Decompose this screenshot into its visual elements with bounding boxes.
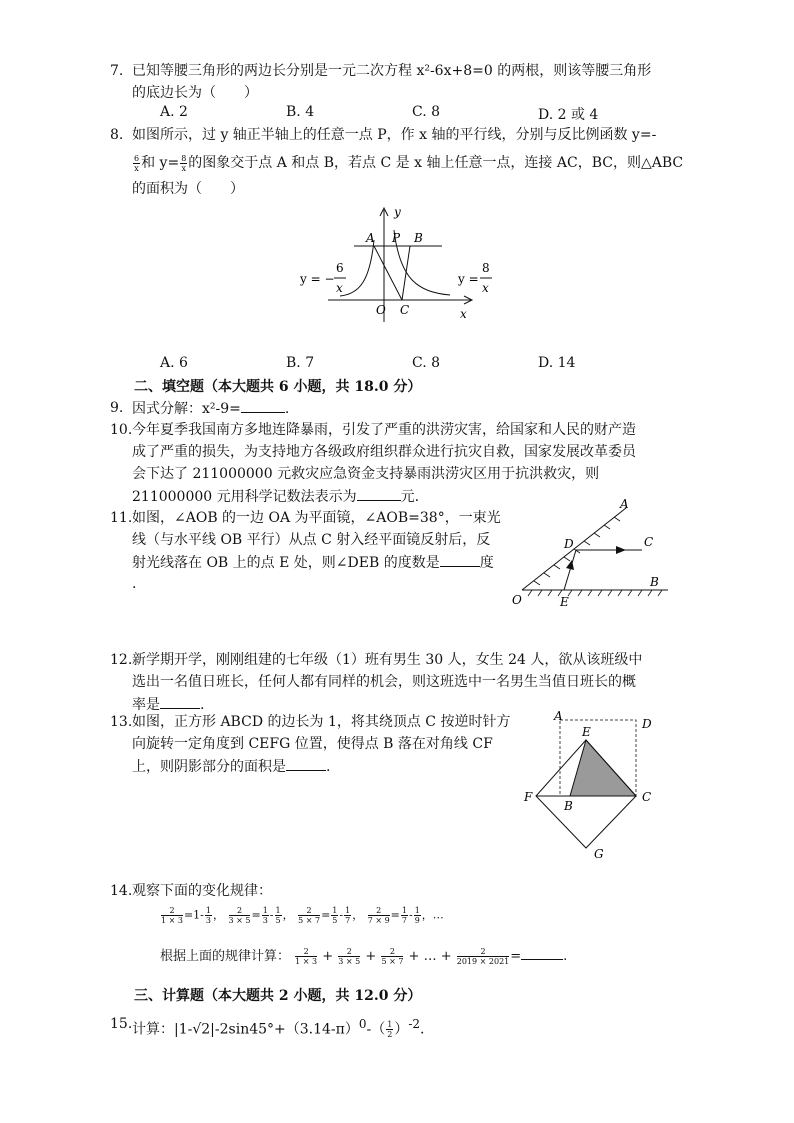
question-number: 10. [110,422,133,438]
question-14 [110,880,672,902]
label-x: x [460,307,467,321]
label-y: y [394,205,401,219]
label-c: C [644,535,654,549]
question-text: 射光线落在 OB 上的点 E 处，则∠DEB 的度数是 [132,555,440,571]
question-11: 11. 如图，∠AOB 的一边 OA 为平面镜，∠AOB=38°，一束光 线（与水平线 OB 平行）从点 C 射入经平面镜反射后，反 射光线落在 OB 上的点 E 处，则∠DEB 的度数是 度 . [132,507,492,595]
question-10: 10. 今年夏季我国南方多地连降暴雨，引发了严重的洪涝灾害，给国家和人民的财产造 成了严重的损失，为支持地方各级政府组织群众进行抗灾自救，国家发展改革委员 会下达了 211000000 元救灾应急资金支持暴雨洪涝灾区用于抗洪救灾，则 211000000 元用科学记数法表示为 元. [132,419,672,507]
right-equation-prefix: y = [458,272,479,286]
question-text-line: 如图所示，过 y 轴正半轴上的任意一点 P，作 x 轴的平行线，分别与反比例函数 y=- [132,127,657,143]
question-text-line: 选出一名值日班长，任何人都有同样的机会，则这班选中一名男生当值日班长的概 [132,674,636,690]
square-rotation-figure [520,706,670,864]
label-o: O [512,593,522,607]
option-b[interactable]: B. 4 [286,104,315,120]
section-heading: 二、填空题（本大题共 6 小题，共 18.0 分） [134,379,422,395]
fraction: $\frac{6}{x}$ [134,153,140,173]
answer-blank[interactable] [286,755,326,771]
answer-blank[interactable] [241,397,285,413]
question-text-line: 会下达了 211000000 元救灾应急资金支持暴雨洪涝灾区用于抗洪救灾，则 [132,466,600,482]
question-text-line: 今年夏季我国南方多地连降暴雨，引发了严重的洪涝灾害，给国家和人民的财产造 [132,422,636,438]
question-text-line: $\frac{6}{x}$ 和 y= $\frac{8}{x}$ 的图象交于点 A 和点 B，若点 C 是 x 轴上任意一点，连接 AC，BC，则△ABC [134,153,684,173]
question-text-line: 如图，正方形 ABCD 的边长为 1，将其绕顶点 C 按逆时针方 [132,714,511,730]
label-d: D [564,537,574,551]
question-text: 211000000 元用科学记数法表示为 [132,489,357,505]
question-number: 7. [110,63,124,79]
label-o: O [376,303,386,317]
label-p: P [392,231,401,245]
left-hyperbola-branch [340,240,374,296]
shaded-region [570,740,636,796]
q8-options [160,355,680,371]
answer-blank[interactable] [357,485,401,501]
question-number: 14. [110,883,133,899]
question-text-line: 已知等腰三角形的两边长分别是一元二次方程 x²-6x+8=0 的两根，则该等腰三角形 [132,63,652,79]
question-text-line: 线（与水平线 OB 平行）从点 C 射入经平面镜反射后，反 [132,532,491,548]
question-9: 9. 因式分解：x²-9= . [132,397,672,419]
left-equation-numerator: 6 [336,261,344,275]
fraction: $\frac{8}{x}$ [181,153,187,173]
question-number: 11. [110,510,133,526]
question-text: 根据上面的规律计算： [160,949,291,964]
question-text-line: 的面积为（ ） [132,181,244,197]
label-a: A [554,709,563,723]
question-number: 13. [110,714,133,730]
section-heading: 三、计算题（本大题共 2 小题，共 12.0 分） [134,988,422,1004]
label-c: C [642,790,652,804]
oa-hatching [534,517,620,585]
label-e: E [560,595,569,609]
question-text: 计算：|1-√2|-2sin45°+（3.14-π） [132,1021,359,1038]
label-b: B [650,575,659,589]
label-e: E [582,725,591,739]
label-d: D [642,717,652,731]
question-number: 8. [110,127,124,143]
question-number: 15. [110,1016,133,1032]
question-text-line: 如图，∠AOB 的一边 OA 为平面镜，∠AOB=38°，一束光 [132,510,501,526]
mirror-figure [508,496,678,614]
segment-ac [374,246,402,300]
left-equation-denominator: x [336,281,343,295]
pattern-line: $\frac{2}{1 \times 3}$ =1- $\frac{1}{3}$ ， $\frac{2}{3 \times 5}$ = $\frac{1}{3}$ - $\frac{1}{5}$ ， $\frac{2}{5 \times 7}$ = $\frac{1}{5}$ - $\frac{1}{7}$ ， $\frac{2}{7 \times 9}$ = $\frac{1}{7}$ - $\frac{1}{9}$ ，… [161,906,444,925]
question-text-line: 向旋转一定角度到 CEFG 位置，使得点 B 落在对角线 CF [132,736,493,752]
label-c: C [400,303,410,317]
question-text: 因式分解：x²-9= [132,401,241,417]
label-a: A [366,231,375,245]
question-text-line: 成了严重的损失，为支持地方各级政府组织群众进行抗灾自救，国家发展改革委员 [132,444,636,460]
option-c[interactable]: C. 8 [412,104,441,120]
question-12: 12. 新学期开学，刚刚组建的七年级（1）班有男生 30 人，女生 24 人，欲从该班级中 选出一名值日班长，任何人都有同样的机会，则这班选中一名男生当值日班长的概 率是 . [132,649,672,715]
ray-arrow [616,546,626,554]
question-13: 13. 如图，正方形 ABCD 的边长为 1，将其绕顶点 C 按逆时针方 向旋转一定角度到 CEFG 位置，使得点 B 落在对角线 CF 上，则阴影部分的面积是 . [132,711,502,777]
option-d[interactable]: D. 2 或 4 [538,107,599,123]
segment-bc [402,246,410,300]
question-7 [110,60,672,104]
question-text: 上，则阴影部分的面积是 [132,759,286,775]
answer-blank[interactable] [521,944,563,960]
question-8 [110,124,684,200]
left-equation-prefix: y = − [300,272,335,286]
ob-hatching [528,590,662,596]
question-15: 15. 计算：$|1-√2|-2\sin 45^\circ+(3.14-\pi)^0-$（ $\frac{1}{2}$ ）$^{-2}$. [132,1013,672,1035]
label-g: G [594,847,604,861]
right-equation-numerator: 8 [482,261,490,275]
question-text-line: 观察下面的变化规律： [132,883,272,899]
option-a[interactable]: A. 2 [160,104,188,120]
option-c[interactable]: C. 8 [412,355,441,371]
q7-options [160,104,680,124]
answer-blank[interactable] [440,551,480,567]
option-a[interactable]: A. 6 [160,355,188,371]
label-b: B [414,231,423,245]
right-equation-denominator: x [482,281,489,295]
label-a: A [620,497,629,511]
label-b: B [564,799,573,813]
option-b[interactable]: B. 7 [286,355,315,371]
question-text-line: 的底边长为（ ） [132,85,258,101]
label-f: F [524,790,533,804]
question-text: 率是 [132,697,160,713]
answer-blank[interactable] [160,693,200,709]
question-number: 12. [110,652,133,668]
question-number: 9. [110,400,124,416]
hyperbola-figure [290,200,510,330]
option-d[interactable]: D. 14 [538,355,576,371]
sum-line: 根据上面的规律计算： $\frac{2}{1 \times 3}$ + $\frac{2}{3 \times 5}$ + $\frac{2}{5 \times 7}$ + … + $\frac{2}{2019 \times 2021}$ = . [160,944,567,966]
question-text-line: 新学期开学，刚刚组建的七年级（1）班有男生 30 人，女生 24 人，欲从该班级中 [132,652,643,668]
